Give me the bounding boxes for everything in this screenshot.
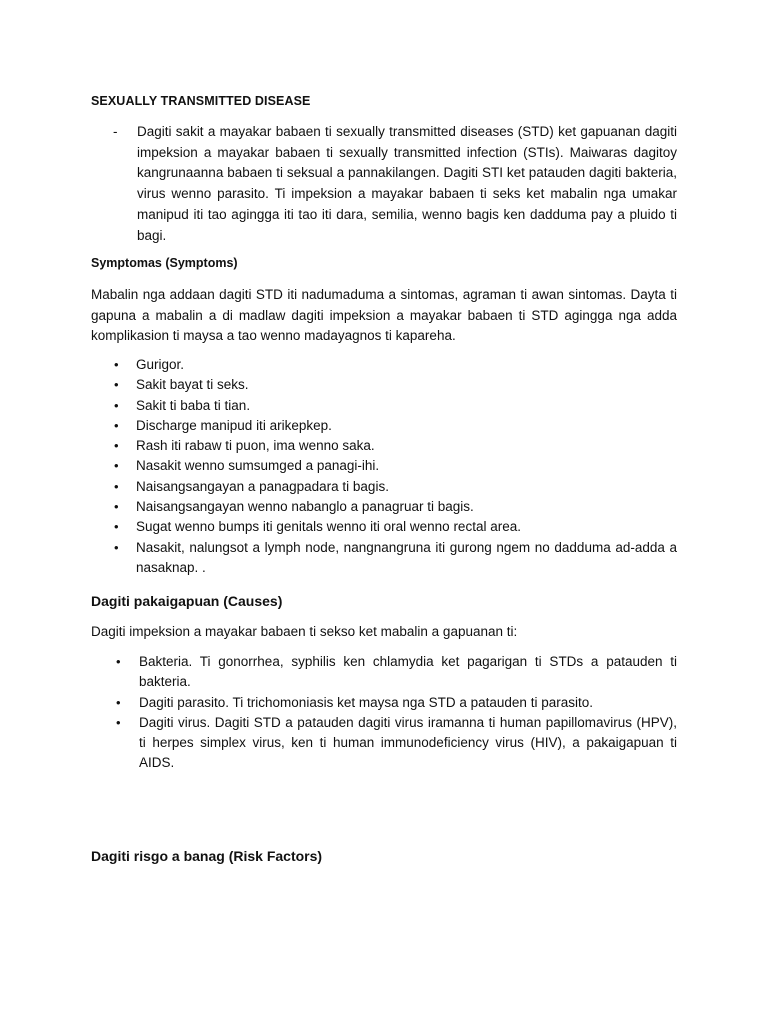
list-item-text: Gurigor.	[136, 357, 185, 372]
bullet-marker: •	[114, 417, 119, 433]
list-item	[91, 396, 677, 416]
list-item	[91, 456, 677, 476]
bullet-marker: •	[114, 519, 119, 535]
list-item-text: Bakteria. Ti gonorrhea, syphilis ken chlamydia ket pagarigan ti STDs a patauden ti bakteria.	[139, 654, 677, 690]
bullet-marker: •	[114, 478, 119, 494]
list-item-text: Sugat wenno bumps iti genitals wenno iti oral wenno rectal area.	[136, 519, 521, 535]
list-item	[91, 497, 677, 517]
causes-list	[91, 652, 677, 774]
list-item	[91, 416, 677, 436]
list-item-text: Discharge manipud iti arikepkep.	[136, 417, 332, 433]
bullet-marker: •	[116, 694, 121, 710]
dash-marker: -	[113, 124, 118, 139]
section-heading-std: SEXUALLY TRANSMITTED DISEASE	[91, 94, 311, 108]
intro-text: Dagiti sakit a mayakar babaen ti sexually transmitted diseases (STD) ket gapuanan dagiti impeksion a mayakar babaen ti sexually transmitted infection (STIs). Maiwaras dagitoy kangrunaanna babaen ti seksual a pannakilangen. Dagiti STI ket patauden dagiti bakteria, virus wenno parasito. Ti impeksion a mayakar babaen ti seks ket mabalin nga umakar manipud iti tao agingga iti tao iti dara, semilia, wenno bagis ken dadduma pay a pluido ti bagi.	[137, 124, 677, 243]
list-item-text: Rash iti rabaw ti puon, ima wenno saka.	[136, 438, 375, 454]
list-item	[91, 693, 677, 713]
list-item	[91, 436, 677, 456]
list-item-text: Naisangsangayan wenno nabanglo a panagruar ti bagis.	[136, 499, 474, 515]
causes-paragraph: Dagiti impeksion a mayakar babaen ti sekso ket mabalin a gapuanan ti:	[91, 624, 518, 639]
causes-heading: Dagiti pakaigapuan (Causes)	[91, 593, 283, 609]
list-item-text: Dagiti virus. Dagiti STD a patauden dagiti virus iramanna ti human papillomavirus (HPV), ti herpes simplex virus, ken ti human immunodeficiency virus (HIV), a pakaigapuan ti AIDS.	[139, 714, 677, 771]
bullet-marker: •	[114, 458, 119, 474]
list-item-text: Nasakit wenno sumsumged a panagi-ihi.	[136, 458, 380, 474]
bullet-marker: •	[114, 539, 119, 555]
list-item-text: Dagiti parasito. Ti trichomoniasis ket maysa nga STD a patauden ti parasito.	[139, 694, 593, 710]
risk-factors-heading: Dagiti risgo a banag (Risk Factors)	[91, 848, 323, 864]
list-item	[91, 355, 677, 375]
symptoms-heading: Symptomas (Symptoms)	[91, 256, 238, 270]
list-item-text: Sakit bayat ti seks.	[136, 377, 249, 393]
intro-dash-item	[113, 122, 677, 246]
bullet-marker: •	[116, 654, 121, 669]
bullet-marker: •	[116, 714, 121, 730]
list-item	[91, 713, 677, 774]
list-item	[91, 517, 677, 537]
list-item	[91, 375, 677, 395]
bullet-marker: •	[114, 438, 119, 454]
list-item-text: Sakit ti baba ti tian.	[136, 397, 251, 413]
bullet-marker: •	[114, 377, 119, 393]
list-item-text: Nasakit, nalungsot a lymph node, nangnangruna iti gurong ngem no dadduma ad-adda a nasaknap. .	[136, 539, 677, 575]
list-item-text: Naisangsangayan a panagpadara ti bagis.	[136, 478, 389, 494]
list-item	[91, 477, 677, 497]
symptoms-list	[91, 355, 677, 578]
list-item	[91, 538, 677, 579]
list-item	[91, 652, 677, 693]
bullet-marker: •	[114, 397, 119, 413]
bullet-marker: •	[114, 499, 119, 515]
bullet-marker: •	[114, 357, 119, 372]
symptoms-paragraph: Mabalin nga addaan dagiti STD iti nadumaduma a sintomas, agraman ti awan sintomas. Dayta ti gapuna a mabalin a di madlaw dagiti impeksion a mayakar babaen ti STD agingga nga adda komplikasion ti maysa a tao wenno madayagnos ti kapareha.	[91, 287, 677, 344]
